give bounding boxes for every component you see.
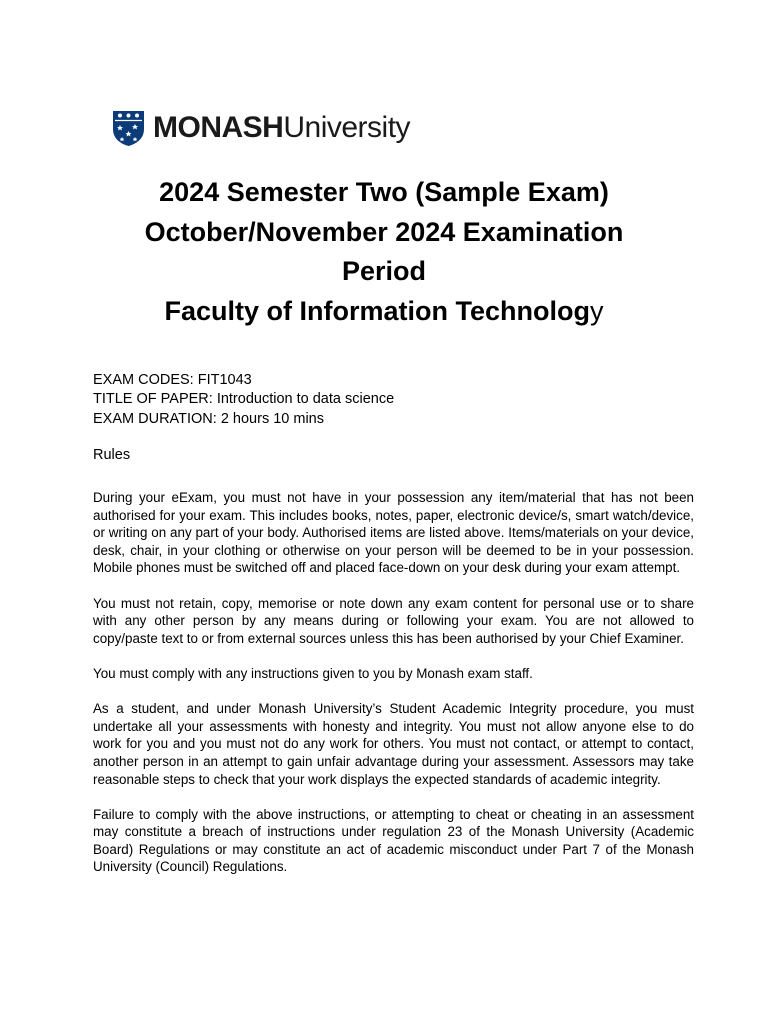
rules-paragraph-content: You must not retain, copy, memorise or note down any exam content for personal use or to share with any other person by any means during or following your exam. You are not allowed to copy/paste text to or from external sources unless this has been authorised by your Chief Examiner. <box>93 595 694 646</box>
title-faculty-tail: y <box>590 295 604 326</box>
exam-codes-value: FIT1043 <box>197 372 252 388</box>
logo-wordmark-monash: MONASH <box>153 111 284 144</box>
title-line-period-cont: Period <box>341 256 427 286</box>
exam-meta <box>93 371 394 429</box>
exam-codes-label: EXAM CODES: <box>93 372 198 388</box>
paper-title <box>93 390 394 409</box>
rules-paragraph-breach: Failure to comply with the above instructions, or attempting to cheat or cheating in an assessment may constitute a breach of instructions under regulation 23 of the Monash University (Academic Board) Regulations or may constitute an act of academic misconduct under Part 7 of the Monash University (Council) Regulations. <box>93 806 694 875</box>
logo-wordmark-university: University <box>283 111 411 144</box>
page-title <box>0 173 768 331</box>
exam-codes <box>93 371 394 390</box>
title-line-faculty <box>0 292 768 332</box>
rules-heading: Rules <box>93 447 131 463</box>
exam-duration <box>93 410 394 429</box>
rules-paragraph-staff: You must comply with any instructions given to you by Monash exam staff. <box>93 665 533 681</box>
rules-body <box>93 489 694 894</box>
title-faculty-main: Faculty of Information Technolog <box>164 295 590 326</box>
title-line-semester: 2024 Semester Two (Sample Exam) <box>159 177 609 207</box>
monash-crest-icon <box>111 109 146 147</box>
exam-duration-label: EXAM DURATION: <box>93 410 221 427</box>
exam-duration-value: 2 hours 10 mins <box>220 410 324 427</box>
paper-title-label: TITLE OF PAPER: <box>93 391 217 408</box>
rules-paragraph-integrity: As a student, and under Monash University’s Student Academic Integrity procedure, you must undertake all your assessments with honesty and integrity. You must not allow anyone else to do work for you and you must not do any work for others. You must not contact, or attempt to contact, another person in an attempt to gain unfair advantage during your assessment. Assessors may take reasonable steps to check that your work displays the expected standards of academic integrity. <box>93 701 694 787</box>
title-line-period: October/November 2024 Examination <box>144 216 624 247</box>
paper-title-value: Introduction to data science <box>216 391 395 408</box>
monash-logo <box>111 108 410 148</box>
rules-paragraph-possession: During your eExam, you must not have in your possession any item/material that has not been authorised for your exam. This includes books, notes, paper, electronic device/s, smart watch/device, or writing on any part of your body. Authorised items are listed above. Items/materials on your device, desk, chair, in your clothing or otherwise on your person will be deemed to be in your possession. Mobile phones must be switched off and placed face-down on your desk during your exam attempt. <box>93 490 694 576</box>
